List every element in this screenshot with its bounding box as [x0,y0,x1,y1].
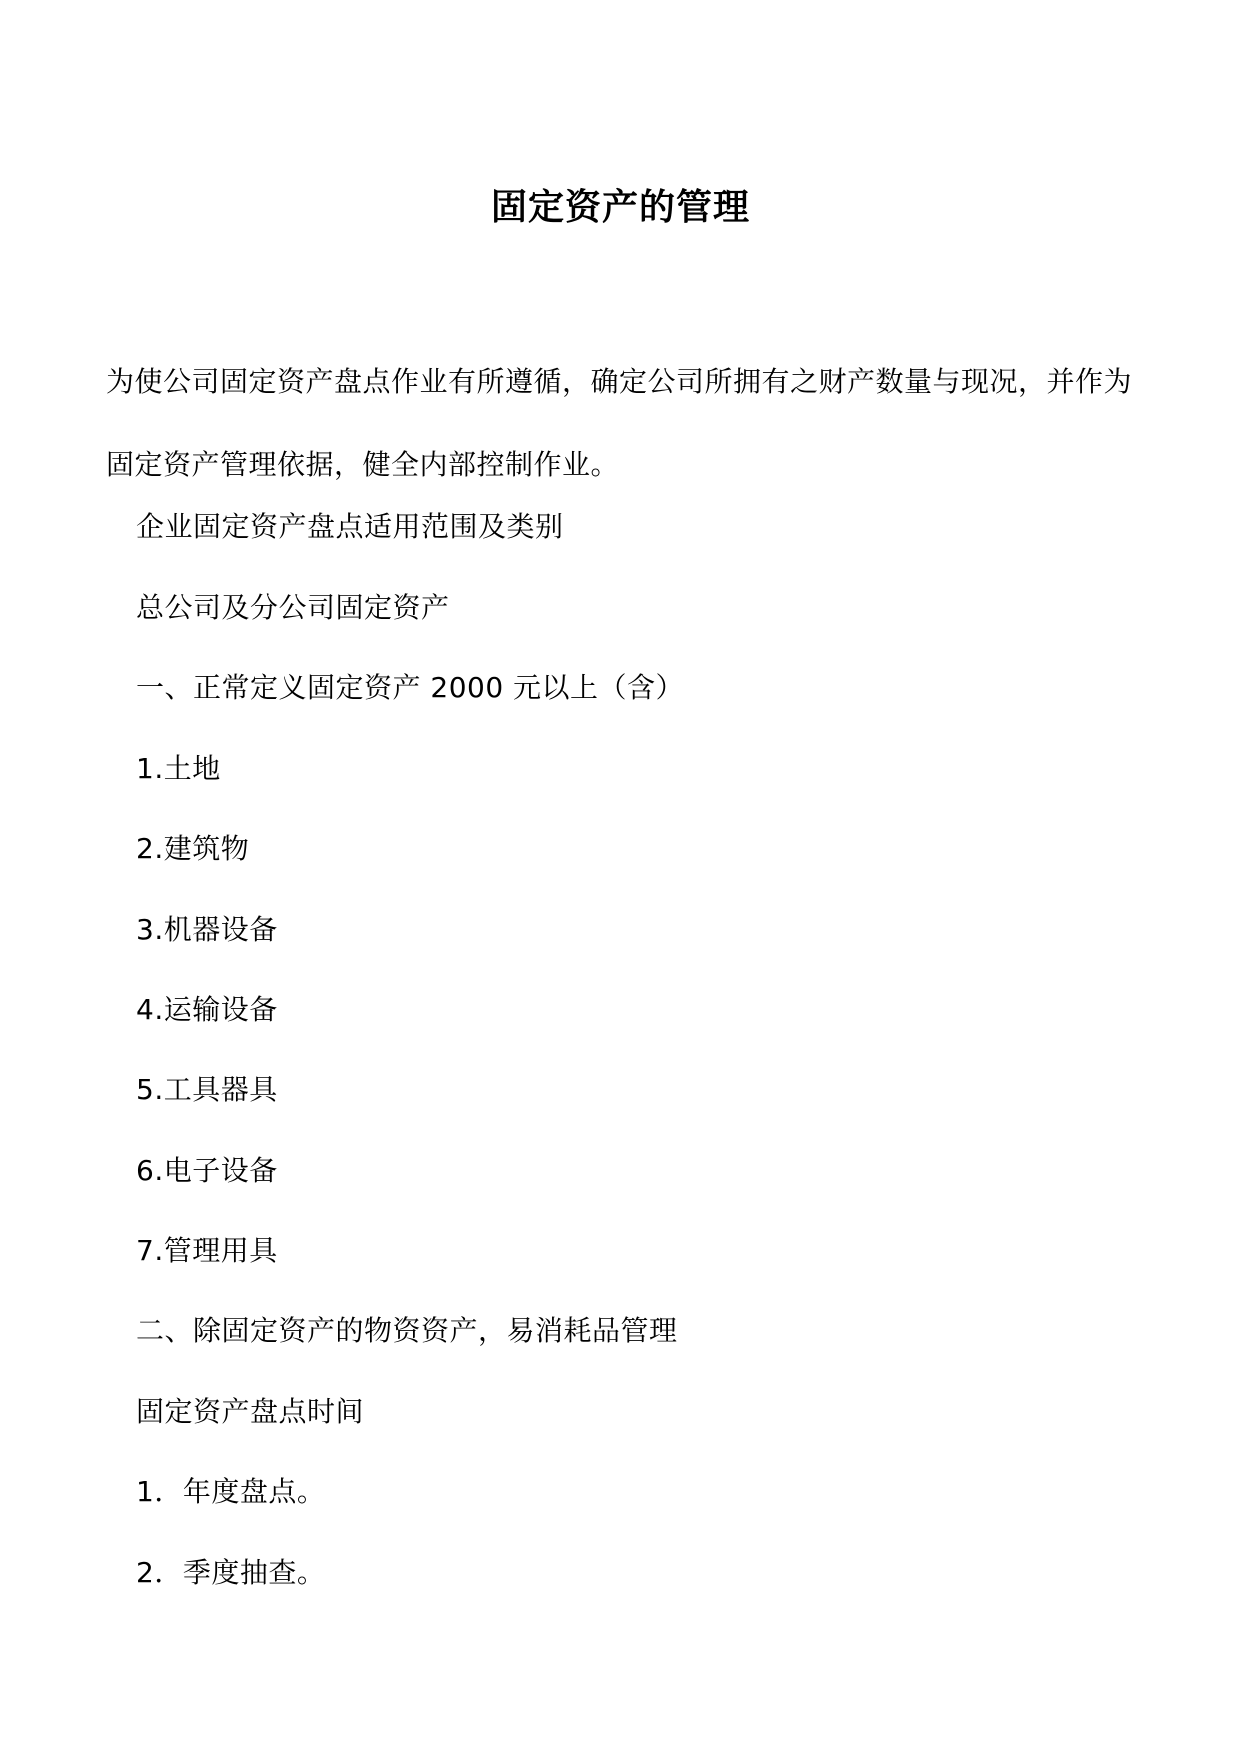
list-item: 4.运输设备 [136,993,278,1026]
intro-paragraph: 为使公司固定资产盘点作业有所遵循，确定公司所拥有之财产数量与现况，并作为固定资产管理依据，健全内部控制作业。 [106,365,1133,481]
section-two-heading: 二、除固定资产的物资资产，易消耗品管理 [136,1314,678,1347]
list-item: 1．年度盘点。 [136,1475,326,1508]
list-item: 7.管理用具 [136,1234,278,1267]
paragraph-head-branch: 总公司及分公司固定资产 [136,591,450,624]
list-item: 2.建筑物 [136,832,250,865]
list-item: 6.电子设备 [136,1154,278,1187]
list-item: 5.工具器具 [136,1073,278,1106]
list-item: 2．季度抽查。 [136,1556,326,1589]
section-one-heading: 一、正常定义固定资产 2000 元以上（含） [136,671,685,704]
document-title: 固定资产的管理 [490,187,750,229]
paragraph-count-time: 固定资产盘点时间 [136,1395,365,1428]
paragraph-scope-heading: 企业固定资产盘点适用范围及类别 [136,510,564,543]
list-item: 1.土地 [136,752,221,785]
list-item: 3.机器设备 [136,913,278,946]
